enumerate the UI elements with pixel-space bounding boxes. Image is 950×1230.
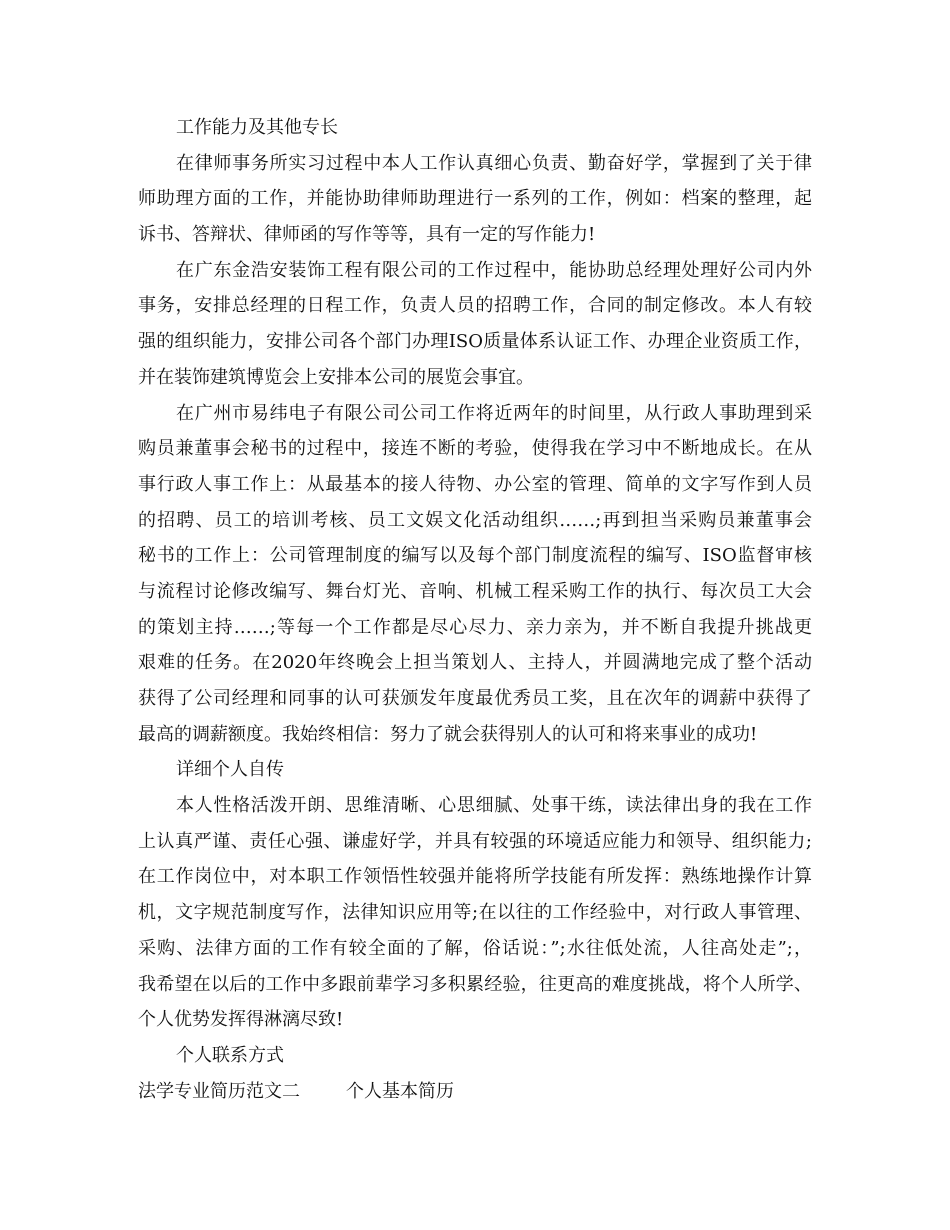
paragraph-line: 强的组织能力，安排公司各个部门办理ISO质量体系认证工作、办理企业资质工作， <box>138 331 812 353</box>
heading-work-skills: 工作能力及其他专长 <box>176 117 338 138</box>
next-document-title: 法学专业简历范文二 <box>138 1080 300 1102</box>
paragraph-line: 秘书的工作上：公司管理制度的编写以及每个部门制度流程的编写、ISO监督审核 <box>138 545 812 567</box>
paragraph-line: 本人性格活泼开朗、思维清晰、心思细腻、处事干练，读法律出身的我在工作 <box>176 795 812 817</box>
paragraph-line: 获得了公司经理和同事的认可获颁发年度最优秀员工奖，且在次年的调薪中获得了 <box>138 688 812 709</box>
paragraph-line: 的策划主持……;等每一个工作都是尽心尽力、亲力亲为，并不断自我提升挑战更 <box>138 616 812 638</box>
heading-autobiography: 详细个人自传 <box>176 759 284 781</box>
paragraph-line: 在工作岗位中，对本职工作领悟性较强并能将所学技能有所发挥：熟练地操作计算 <box>138 866 812 888</box>
paragraph-line: 艰难的任务。在2020年终晚会上担当策划人、主持人，并圆满地完成了整个活动 <box>138 652 812 674</box>
paragraph-autobiography <box>138 788 812 1038</box>
paragraph-line: 并在装饰建筑博览会上安排本公司的展览会事宜。 <box>138 366 534 388</box>
document-page <box>138 110 812 1109</box>
paragraph-line: 师助理方面的工作，并能协助律师助理进行一系列的工作，例如：档案的整理，起 <box>138 188 812 210</box>
paragraph-decoration-company <box>138 253 812 396</box>
paragraph-line: 个人优势发挥得淋漓尽致! <box>138 1009 344 1031</box>
next-document-heading <box>138 1074 812 1110</box>
paragraph-line: 在律师事务所实习过程中本人工作认真细心负责、勤奋好学，掌握到了关于律 <box>176 152 812 174</box>
paragraph-line: 的招聘、员工的培训考核、员工文娱文化活动组织……;再到担当采购员兼董事会 <box>138 509 812 531</box>
paragraph-line: 购员兼董事会秘书的过程中，接连不断的考验，使得我在学习中不断地成长。在从 <box>138 438 812 460</box>
paragraph-law-firm-internship <box>138 146 812 253</box>
paragraph-line: 在广州市易纬电子有限公司公司工作将近两年的时间里，从行政人事助理到采 <box>176 402 812 424</box>
paragraph-line: 事务，安排总经理的日程工作，负责人员的招聘工作，合同的制定修改。本人有较 <box>138 295 812 317</box>
paragraph-electronics-company <box>138 396 812 753</box>
paragraph-line: 事行政人事工作上：从最基本的接人待物、办公室的管理、简单的文字写作到人员 <box>138 473 812 495</box>
next-document-section-title: 个人基本简历 <box>346 1080 454 1102</box>
paragraph-line: 采购、法律方面的工作有较全面的了解，俗话说：”;水往低处流，人往高处走”;， <box>138 937 812 959</box>
paragraph-line: 最高的调薪额度。我始终相信：努力了就会获得别人的认可和将来事业的成功! <box>138 723 758 745</box>
heading-contact-info: 个人联系方式 <box>176 1044 284 1066</box>
paragraph-line: 机，文字规范制度写作，法律知识应用等;在以往的工作经验中，对行政人事管理、 <box>138 902 812 924</box>
paragraph-line: 我希望在以后的工作中多跟前辈学习多积累经验，往更高的难度挑战，将个人所学、 <box>138 973 812 995</box>
paragraph-line: 与流程讨论修改编写、舞台灯光、音响、机械工程采购工作的执行、每次员工大会 <box>138 580 812 602</box>
paragraph-line: 在广东金浩安装饰工程有限公司的工作过程中，能协助总经理处理好公司内外 <box>176 259 812 281</box>
paragraph-line: 诉书、答辩状、律师函的写作等等，具有一定的写作能力! <box>138 224 596 246</box>
paragraph-line: 上认真严谨、责任心强、谦虚好学，并具有较强的环境适应能力和领导、组织能力; <box>138 830 812 852</box>
